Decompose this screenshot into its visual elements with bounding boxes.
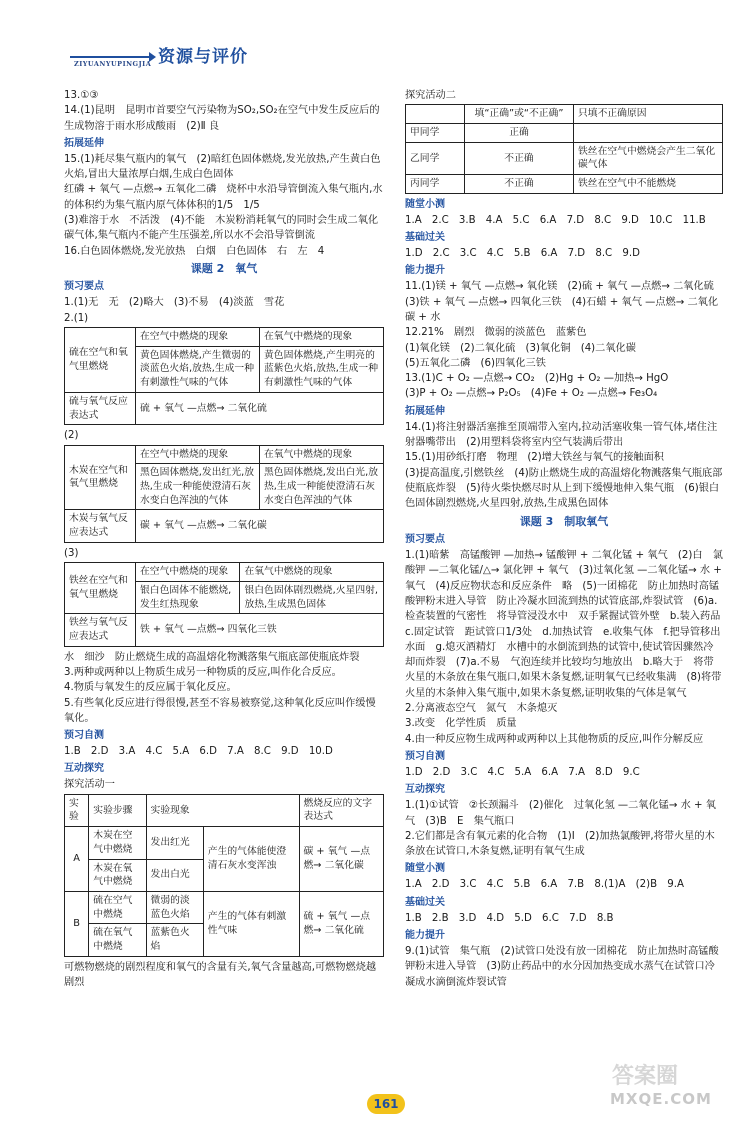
answer-line: (2) xyxy=(64,430,79,442)
page-number: 161 xyxy=(367,1094,405,1114)
table-cell: 银白色固体剧烈燃烧,火星四射,放热,生成黑色固体 xyxy=(240,581,384,613)
answer-line: 14.(1)将注射器活塞推至顶端带入室内,拉动活塞收集一管气体,堵住注射器嘴带出 (2)用塑料袋将室内空气装满后带出 xyxy=(405,421,718,449)
answer-line: 2.它们都是含有氧元素的化合物 (1)Ⅰ (2)加热氯酸钾,将带火星的木条放在试管口,木条复燃,证明有氧气生成 xyxy=(405,830,715,858)
table-header: 在空气中燃烧的现象 xyxy=(136,563,240,582)
answer-line: (3)提高温度,引燃铁丝 (4)防止燃烧生成的高温熔化物溅落集气瓶底部使瓶底炸裂 (5)待火柴快燃尽时从上到下缓慢地伸入集气瓶 (6)银白色固体剧烈燃烧,火星四射,放热,生成黑色固体 xyxy=(405,467,723,510)
table-cell: 碳 + 氧气 —点燃→ 二氧化碳 xyxy=(136,510,384,542)
section-heading: 基础过关 xyxy=(405,232,445,244)
right-column xyxy=(405,88,731,990)
answer-line: 水 细沙 防止燃烧生成的高温熔化物溅落集气瓶底部使瓶底炸裂 xyxy=(64,651,360,663)
answer-line: 1.B 2.D 3.A 4.C 5.A 6.D 7.A 8.C 9.D 10.D xyxy=(64,746,333,758)
section-heading: 预习自测 xyxy=(405,750,445,762)
section-heading: 基础过关 xyxy=(405,896,445,908)
table-cell: 不正确 xyxy=(465,175,574,194)
answer-line: 5.有些氧化反应进行得很慢,甚至不容易被察觉,这种氧化反应叫作缓慢氧化。 xyxy=(64,697,376,724)
table-header: 在氧气中燃烧的现象 xyxy=(260,328,384,347)
answer-line: 可燃物燃烧的剧烈程度和氧气的含量有关,氧气含量越高,可燃物燃烧越剧烈 xyxy=(64,961,377,989)
section-heading: 拓展延伸 xyxy=(64,137,104,149)
table-header: 在氧气中燃烧的现象 xyxy=(260,445,384,464)
section-heading: 能力提升 xyxy=(405,265,445,277)
answer-line: 1.A 2.D 3.C 4.C 5.B 6.A 7.B 8.(1)A (2)B 9.A xyxy=(405,879,684,891)
answer-line: (3)P + O₂ —点燃→ P₂O₅ (4)Fe + O₂ —点燃→ Fe₃O₄ xyxy=(405,388,658,400)
answer-line: 16.白色固体燃烧,发光放热 白烟 白色固体 右 左 4 xyxy=(64,245,325,257)
answer-line: (3)铁 + 氧气 —点燃→ 四氧化三铁 (4)石蜡 + 氧气 —点燃→ 二氧化碳 + 水 xyxy=(405,296,719,323)
watermark-bottom: MXQE.COM xyxy=(610,1090,712,1108)
answer-line: 1.(1)①试管 ②长颈漏斗 (2)催化 过氧化氢 —二氧化锰→ 水 + 氧气 (3)B E 集气瓶口 xyxy=(405,800,716,827)
section-heading: 预习要点 xyxy=(64,281,104,293)
answer-line: 4.由一种反应物生成两种或两种以上其他物质的反应,叫作分解反应 xyxy=(405,733,704,745)
answer-line: (3)难溶于水 不活泼 (4)不能 木炭粉消耗氧气的同时会生成二氧化碳气体,集气瓶内不能产生压强差,所以水不会沿导管倒流 xyxy=(64,215,379,242)
table-header: 填“正确”或“不正确” xyxy=(465,105,574,124)
book-header xyxy=(60,44,300,74)
section-heading: 拓展延伸 xyxy=(405,405,445,417)
answer-line: 2.(1) xyxy=(64,312,89,324)
table-cell: 铁丝在空气和氧气里燃烧 xyxy=(65,563,136,614)
table-cell: 硫与氧气反应表达式 xyxy=(65,392,136,424)
answer-line: (1)氧化镁 (2)二氧化硫 (3)氧化铜 (4)二氧化碳 xyxy=(405,342,636,354)
answer-line: 1.A 2.C 3.B 4.A 5.C 6.A 7.D 8.C 9.D 10.C 11.B xyxy=(405,214,706,226)
section-heading: 随堂小测 xyxy=(405,198,445,210)
answer-line: 1.D 2.C 3.C 4.C 5.B 6.A 7.D 8.C 9.D xyxy=(405,248,640,260)
table-header: 在空气中燃烧的现象 xyxy=(136,328,260,347)
answer-line: 15.(1)耗尽集气瓶内的氧气 (2)暗红色固体燃烧,发光放热,产生黄白色火焰,冒出大量浓厚白烟,生成白色固体 xyxy=(64,153,381,181)
table-cell: 硫 + 氧气 —点燃→ 二氧化硫 xyxy=(136,392,384,424)
experiment-table xyxy=(64,794,384,957)
sulfur-table xyxy=(64,327,384,425)
table-cell: 铁丝在空气中不能燃烧 xyxy=(574,175,723,194)
table-header: 实验 xyxy=(65,794,89,826)
section-heading: 随堂小测 xyxy=(405,863,445,875)
answer-line: 14.(1)昆明 昆明市首要空气污染物为SO₂,SO₂在空气中发生反应后的生成物溶于雨水形成酸雨 (2)Ⅱ 良 xyxy=(64,105,380,132)
answer-line: 1.D 2.D 3.C 4.C 5.A 6.A 7.A 8.D 9.C xyxy=(405,766,640,778)
table-cell: 硫在空气中燃烧 xyxy=(89,891,146,923)
header-title: 资源与评价 xyxy=(158,47,248,67)
topic-title: 课题 3 制取氧气 xyxy=(519,514,609,528)
answer-line: 13.(1)C + O₂ —点燃→ CO₂ (2)Hg + O₂ —加热→ HgO xyxy=(405,373,669,385)
answer-line: 1.(1)无 无 (2)略大 (3)不易 (4)淡蓝 雪花 xyxy=(64,297,285,309)
table-cell: 甲同学 xyxy=(406,124,465,143)
answer-line: 红磷 + 氧气 —点燃→ 五氧化二磷 烧杯中水沿导管倒流入集气瓶内,水的体积约为集气瓶内原气体体积的1/5 1/5 xyxy=(64,184,383,211)
table-cell: 不正确 xyxy=(465,142,574,174)
table-cell: 木炭在空气和氧气里燃烧 xyxy=(65,445,136,510)
table-cell: 黄色固体燃烧,产生微弱的淡蓝色火焰,放热,生成一种有刺激性气味的气体 xyxy=(136,346,260,392)
table-header: 实验步骤 xyxy=(89,794,146,826)
table-cell: 发出白光 xyxy=(146,859,203,891)
table-cell: 银白色固体不能燃烧,发生红热现象 xyxy=(136,581,240,613)
table-cell: 黑色固体燃烧,发出红光,放热,生成一种能使澄清石灰水变白色浑浊的气体 xyxy=(136,464,260,510)
table-header: 燃烧反应的文字表达式 xyxy=(299,794,384,826)
answer-line: 9.(1)试管 集气瓶 (2)试管口处没有放一团棉花 防止加热时高锰酸钾粉末进入导管 (3)防止药品中的水分因加热变成水蒸气在试管口冷凝成水滴倒流炸裂试管 xyxy=(405,946,719,988)
table-cell: 木炭在空气中燃烧 xyxy=(89,827,146,859)
table-cell: 铁丝与氧气反应表达式 xyxy=(65,614,136,646)
table-cell: 碳 + 氧气 —点燃→ 二氧化碳 xyxy=(299,827,384,892)
table-cell: 硫在空气和氧气里燃烧 xyxy=(65,328,136,393)
activity2-table xyxy=(405,104,723,194)
table-cell: 蓝紫色火焰 xyxy=(146,924,203,956)
answer-line: (5)五氧化二磷 (6)四氧化三铁 xyxy=(405,357,546,369)
answer-line: 1.(1)暗紫 高锰酸钾 —加热→ 锰酸钾 + 二氧化锰 + 氧气 (2)白 氯酸钾 —二氧化锰/△→ 氯化钾 + 氧气 (3)过氧化氢 —二氧化锰→ 水 + 氧气 (4)反应物状态和反应条件 略 (5)一团棉花 防止加热时高锰酸钾粉末进入导管 防止冷凝水回流到热的试管底部,炸裂试管 (6)a.检查装置的气密性 将导管浸没水中 双手紧握试管外壁 b.装入药品 c.固定试管 距试管口1/3处 d.加热试管 e.收集气体 f.把导管移出水面 g.熄灭酒精灯 水槽中的水倒流到热的试管中,使试管因骤然冷却而炸裂 (7)a.不易 气泡连续并比较均匀地放出 b.略大于 将带火星的木条放在集气瓶口,如果木条复燃,证明氧气已经收集满 (8)将带火星的木条伸入集气瓶中,如果木条复燃,证明收集的气体是氧气 xyxy=(405,550,731,699)
section-heading: 预习自测 xyxy=(64,730,104,742)
carbon-table xyxy=(64,445,384,543)
table-cell: 硫在氧气中燃烧 xyxy=(89,924,146,956)
table-header: 只填不正确原因 xyxy=(574,105,723,124)
answer-line: 15.(1)用砂纸打磨 物理 (2)增大铁丝与氧气的接触面积 xyxy=(405,452,664,464)
answer-line: 探究活动二 xyxy=(405,90,456,101)
table-cell: 产生的气体有刺激性气味 xyxy=(203,891,299,956)
section-heading: 互动探究 xyxy=(405,784,445,796)
answer-line: 13.①③ xyxy=(64,90,99,101)
table-header xyxy=(406,105,465,124)
answer-line: (3) xyxy=(64,547,79,559)
table-cell: 乙同学 xyxy=(406,142,465,174)
table-cell xyxy=(574,124,723,143)
iron-table xyxy=(64,562,384,647)
table-header: 在空气中燃烧的现象 xyxy=(136,445,260,464)
left-column xyxy=(64,88,384,990)
answer-line: 2.分离液态空气 氮气 木条熄灭 xyxy=(405,703,558,715)
table-cell: 硫 + 氧气 —点燃→ 二氧化硫 xyxy=(299,891,384,956)
section-heading: 能力提升 xyxy=(405,930,445,941)
table-cell: 丙同学 xyxy=(406,175,465,194)
answer-line: 3.两种或两种以上物质生成另一种物质的反应,叫作化合反应。 xyxy=(64,666,342,678)
answer-line: 4.物质与氧发生的反应属于氧化反应。 xyxy=(64,682,237,694)
answer-line: 3.改变 化学性质 质量 xyxy=(405,718,517,730)
header-latin: ZIYUANYUPINGJIA xyxy=(74,60,152,68)
answer-line: 探究活动一 xyxy=(64,779,115,791)
table-cell: B xyxy=(65,891,89,956)
watermark-top: 答案圈 xyxy=(612,1064,679,1089)
table-cell: 黄色固体燃烧,产生明亮的蓝紫色火焰,放热,生成一种有刺激性气味的气体 xyxy=(260,346,384,392)
section-heading: 预习要点 xyxy=(405,534,445,546)
table-cell: 黑色固体燃烧,发出白光,放热,生成一种能使澄清石灰水变白色浑浊的气体 xyxy=(260,464,384,510)
answer-line: 11.(1)镁 + 氧气 —点燃→ 氧化镁 (2)硫 + 氧气 —点燃→ 二氧化硫 xyxy=(405,281,714,293)
header-arrow-icon xyxy=(70,56,150,58)
table-cell: A xyxy=(65,827,89,892)
table-cell: 微弱的淡蓝色火焰 xyxy=(146,891,203,923)
table-cell: 发出红光 xyxy=(146,827,203,859)
table-cell: 木炭与氧气反应表达式 xyxy=(65,510,136,542)
table-cell: 铁丝在空气中燃烧会产生二氧化碳气体 xyxy=(574,142,723,174)
table-header: 实验现象 xyxy=(146,794,299,826)
topic-title: 课题 2 氧气 xyxy=(190,261,258,275)
table-cell: 产生的气体能使澄清石灰水变浑浊 xyxy=(203,827,299,892)
table-cell: 铁 + 氧气 —点燃→ 四氧化三铁 xyxy=(136,614,384,646)
table-header: 在氧气中燃烧的现象 xyxy=(240,563,384,582)
section-heading: 互动探究 xyxy=(64,763,104,775)
answer-line: 12.21% 剧烈 微弱的淡蓝色 蓝紫色 xyxy=(405,327,587,339)
table-cell: 木炭在氧气中燃烧 xyxy=(89,859,146,891)
table-cell: 正确 xyxy=(465,124,574,143)
answer-line: 1.B 2.B 3.D 4.D 5.D 6.C 7.D 8.B xyxy=(405,912,614,924)
